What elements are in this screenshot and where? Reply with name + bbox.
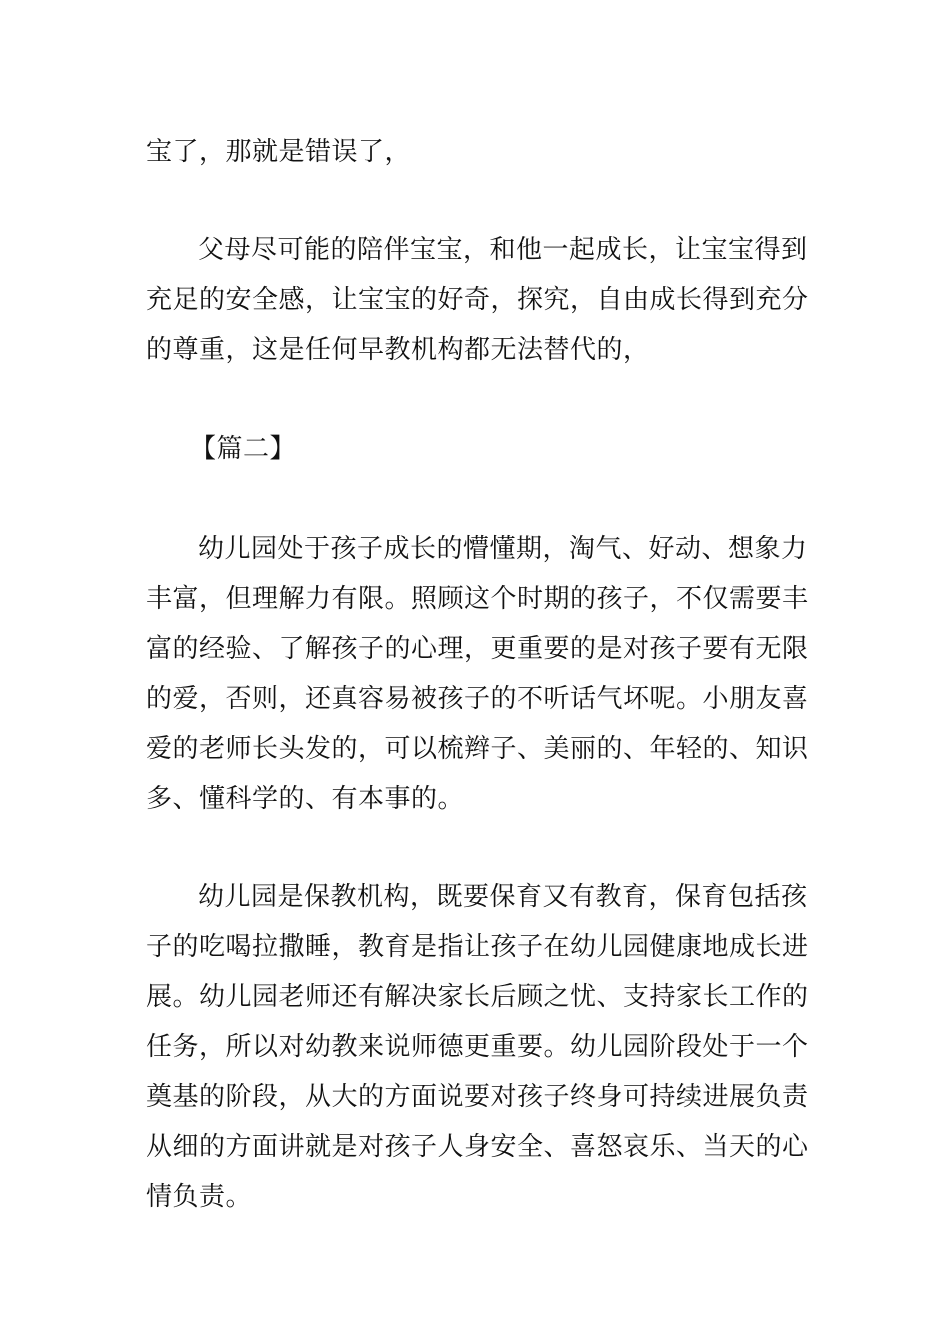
paragraph-line: 任务，所以对幼教来说师德更重要。幼儿园阶段处于一个 [146,1032,809,1062]
paragraph-line: 从细的方面讲就是对孩子人身安全、喜怒哀乐、当天的心 [146,1132,809,1162]
paragraph-line: 幼儿园处于孩子成长的懵懂期，淘气、好动、想象力 [198,534,808,564]
paragraph-line: 丰富，但理解力有限。照顾这个时期的孩子，不仅需要丰 [146,584,809,614]
paragraph-line: 多、懂科学的、有本事的。 [146,784,465,814]
paragraph-line: 情负责。 [146,1182,253,1212]
paragraph-line: 的尊重，这是任何早教机构都无法替代的， [146,335,650,365]
paragraph-line: 充足的安全感，让宝宝的好奇，探究，自由成长得到充分 [146,285,809,315]
paragraph-line: 富的经验、了解孩子的心理，更重要的是对孩子要有无限 [146,634,809,664]
paragraph-line: 子的吃喝拉撒睡，教育是指让孩子在幼儿园健康地成长进 [146,932,809,962]
paragraph-line: 宝了，那就是错误了， [146,137,412,167]
paragraph-line: 展。幼儿园老师还有解决家长后顾之忧、支持家长工作的 [146,982,809,1012]
paragraph-line: 爱的老师长头发的，可以梳辫子、美丽的、年轻的、知识 [146,734,809,764]
paragraph-line: 父母尽可能的陪伴宝宝，和他一起成长，让宝宝得到 [198,235,808,265]
paragraph-line: 奠基的阶段，从大的方面说要对孩子终身可持续进展负责 [146,1082,809,1112]
paragraph-line: 的爱，否则，还真容易被孩子的不听话气坏呢。小朋友喜 [146,684,809,714]
paragraph-line: 幼儿园是保教机构，既要保育又有教育，保育包括孩 [198,882,808,912]
section-heading: 【篇二】 [190,434,297,464]
